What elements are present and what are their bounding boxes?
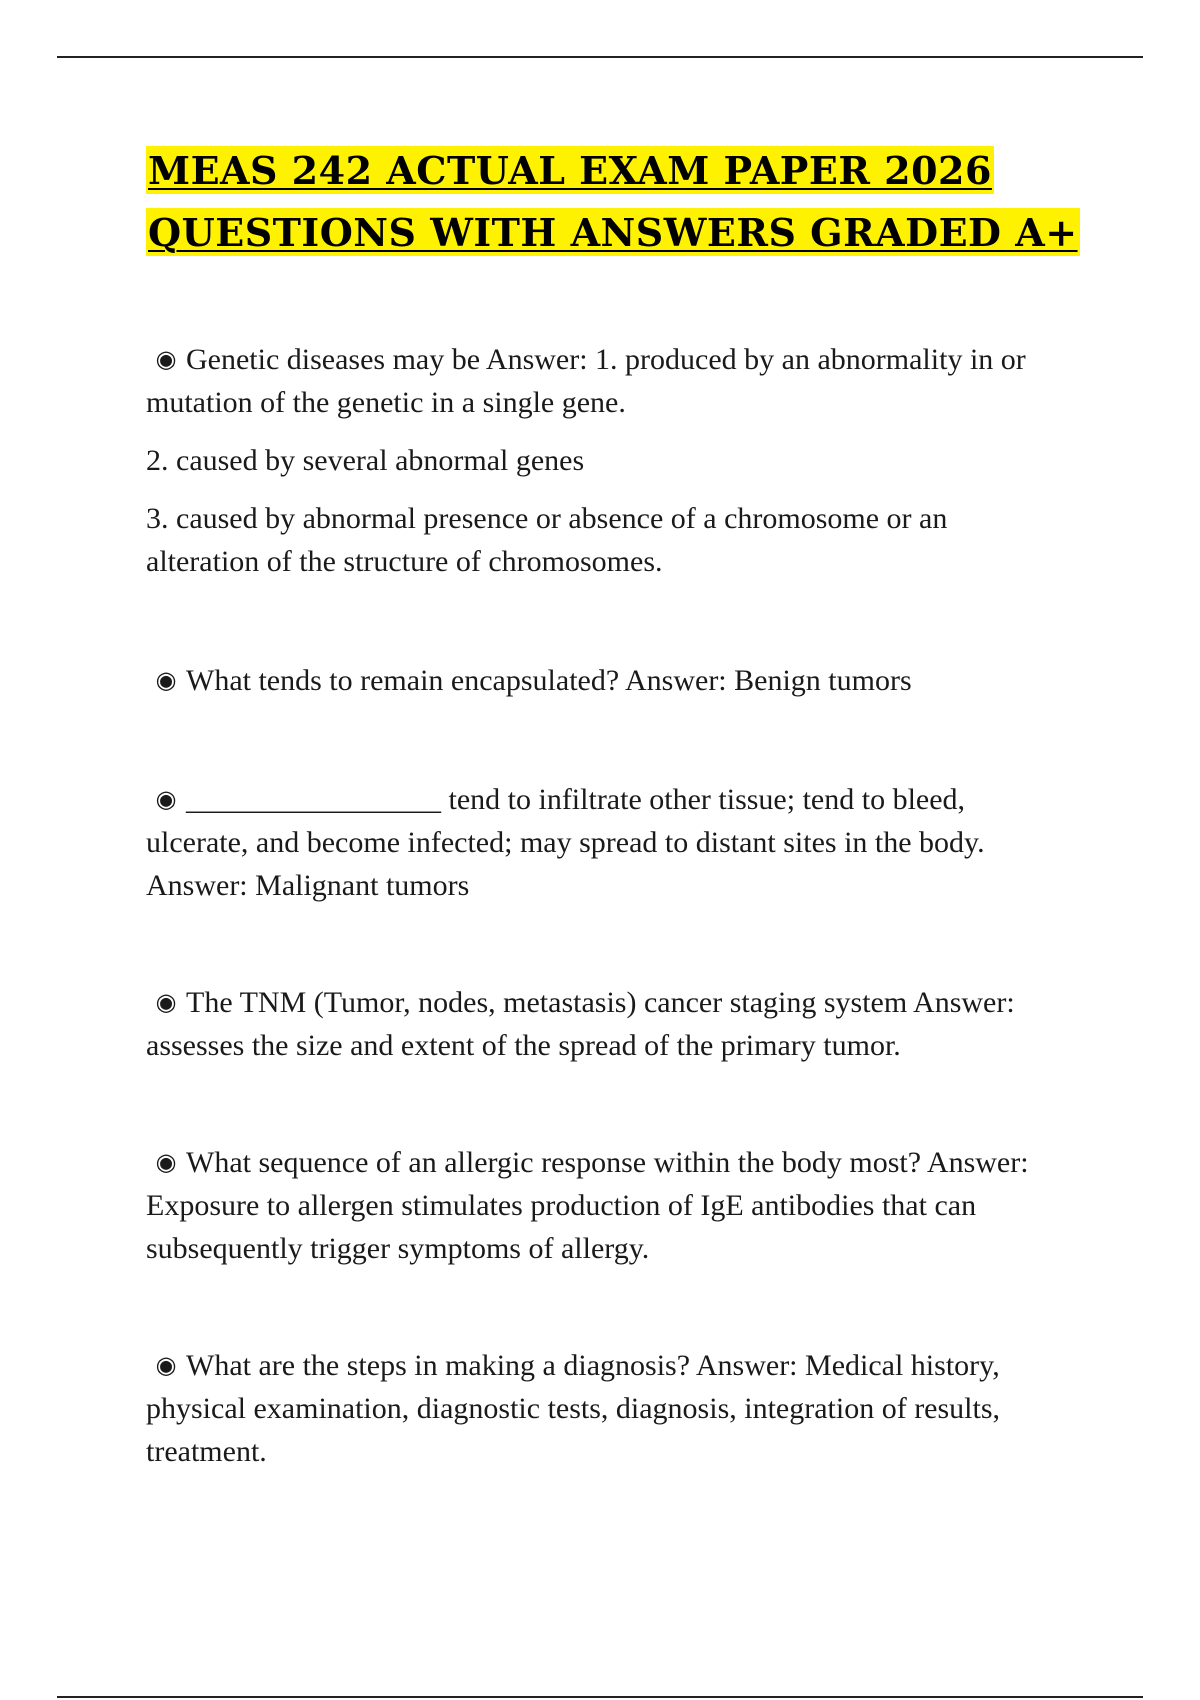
top-divider [57,56,1143,58]
radio-bullet-icon: ◉ [155,666,177,694]
qa-text: Genetic diseases may be Answer: 1. produced by an abnormality in or mutation of the genetic in a single gene. [146,343,1026,419]
title-line-2: QUESTIONS WITH ANSWERS GRADED A+ [148,210,1078,255]
qa-item-genetic-diseases [146,338,1066,583]
qa-text: What are the steps in making a diagnosis? Answer: Medical history, physical examination, diagnostic tests, diagnosis, integration of results, treatment. [146,1349,1001,1468]
qa-paragraph [146,1141,1066,1270]
qa-paragraph [146,439,1066,482]
qa-item-tnm-staging [146,981,1066,1067]
fill-in-blank: _________________ [186,783,441,816]
radio-bullet-icon: ◉ [155,1148,177,1176]
qa-item-malignant-tumors [146,778,1066,907]
qa-text: The TNM (Tumor, nodes, metastasis) cancer staging system Answer: assesses the size and extent of the spread of the primary tumor. [146,986,1015,1062]
qa-item-diagnosis-steps [146,1344,1066,1473]
question-answer-list [146,338,1066,1488]
qa-text: What tends to remain encapsulated? Answer: Benign tumors [186,664,912,697]
qa-item-allergic-response [146,1141,1066,1270]
qa-paragraph [146,981,1066,1067]
qa-paragraph [146,1344,1066,1473]
qa-paragraph [146,659,1066,702]
title-line-1: MEAS 242 ACTUAL EXAM PAPER 2026 [148,148,992,193]
qa-paragraph [146,338,1066,424]
qa-text: 3. caused by abnormal presence or absence of a chromosome or an alteration of the structure of chromosomes. [146,502,948,578]
qa-text: tend to infiltrate other tissue; tend to bleed, ulcerate, and become infected; may spread to distant sites in the body. Answer: Malignant tumors [146,783,985,902]
radio-bullet-icon: ◉ [155,345,177,373]
radio-bullet-icon: ◉ [155,988,177,1016]
qa-text: What sequence of an allergic response within the body most? Answer: Exposure to allergen stimulates production of IgE antibodies that can subsequently trigger symptoms of allergy. [146,1146,1029,1265]
radio-bullet-icon: ◉ [155,785,177,813]
document-title [146,146,1106,270]
qa-paragraph [146,497,1066,583]
qa-paragraph [146,778,1066,907]
bottom-divider [57,1696,1143,1698]
qa-text: 2. caused by several abnormal genes [146,444,585,477]
qa-item-encapsulated [146,659,1066,702]
radio-bullet-icon: ◉ [155,1351,177,1379]
